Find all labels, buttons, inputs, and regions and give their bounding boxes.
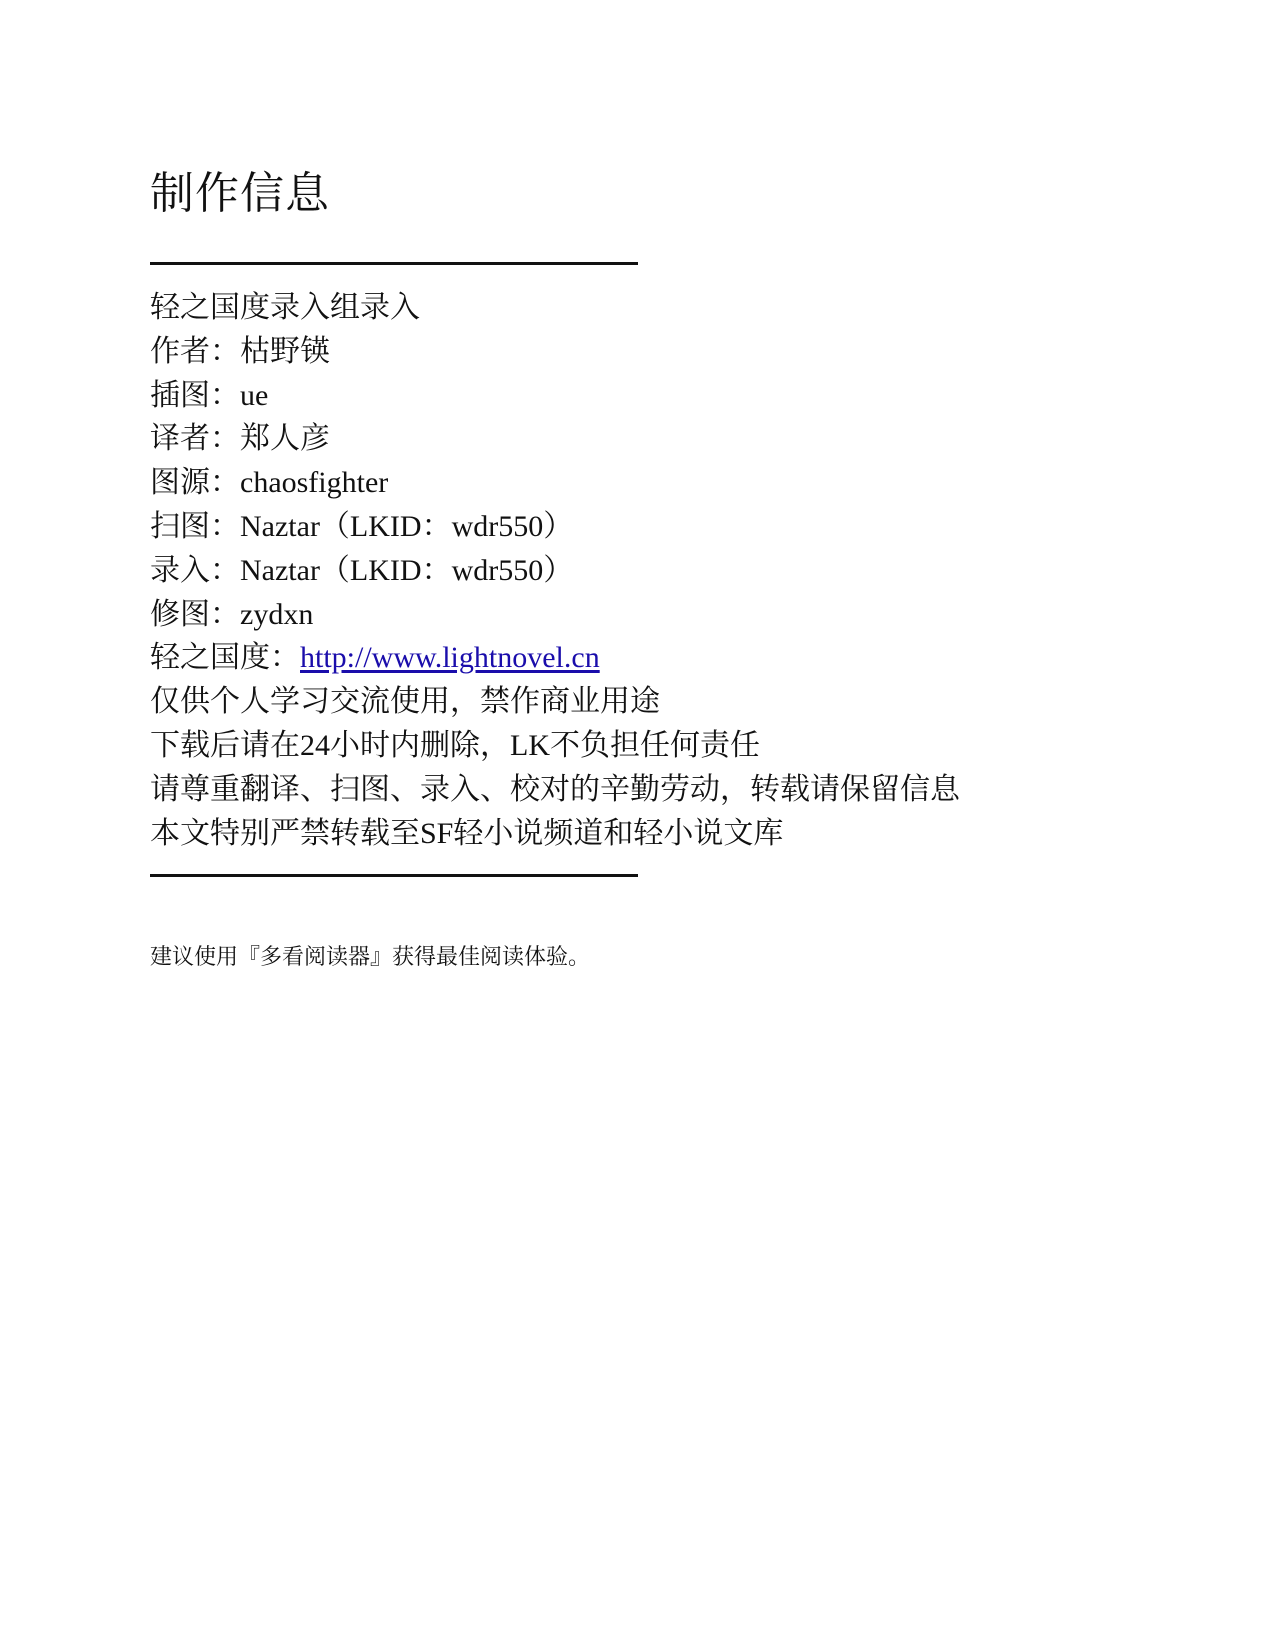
notice-line-respect: 请尊重翻译、扫图、录入、校对的辛勤劳动，转载请保留信息 — [150, 772, 960, 806]
top-divider — [150, 262, 638, 265]
credit-line-group: 轻之国度录入组录入 — [150, 291, 420, 324]
credit-line-translator: 译者：郑人彦 — [150, 422, 330, 456]
credit-line-typist: 录入：Naztar（LKID：wdr550） — [150, 553, 574, 587]
site-label: 轻之国度： — [150, 641, 300, 675]
notice-line-no-repost: 本文特别严禁转载至SF轻小说频道和轻小说文库 — [150, 816, 784, 850]
credit-line-scanner: 扫图：Naztar（LKID：wdr550） — [150, 509, 574, 543]
credit-line-image-source: 图源：chaosfighter — [150, 466, 389, 500]
notice-line-personal-use: 仅供个人学习交流使用，禁作商业用途 — [150, 685, 660, 719]
notice-line-delete: 下载后请在24小时内删除，LK不负担任何责任 — [150, 728, 760, 762]
bottom-divider — [150, 874, 638, 877]
site-link[interactable]: http://www.lightnovel.cn — [300, 641, 600, 675]
page-title: 制作信息 — [150, 169, 330, 218]
credit-line-retoucher: 修图：zydxn — [150, 597, 314, 631]
credit-line-site — [150, 636, 960, 680]
credit-line-author: 作者：枯野锳 — [150, 334, 330, 368]
credit-line-illustrator: 插图：ue — [150, 378, 269, 412]
credits-list — [150, 286, 960, 855]
reader-recommendation: 建议使用『多看阅读器』获得最佳阅读体验。 — [150, 944, 591, 969]
